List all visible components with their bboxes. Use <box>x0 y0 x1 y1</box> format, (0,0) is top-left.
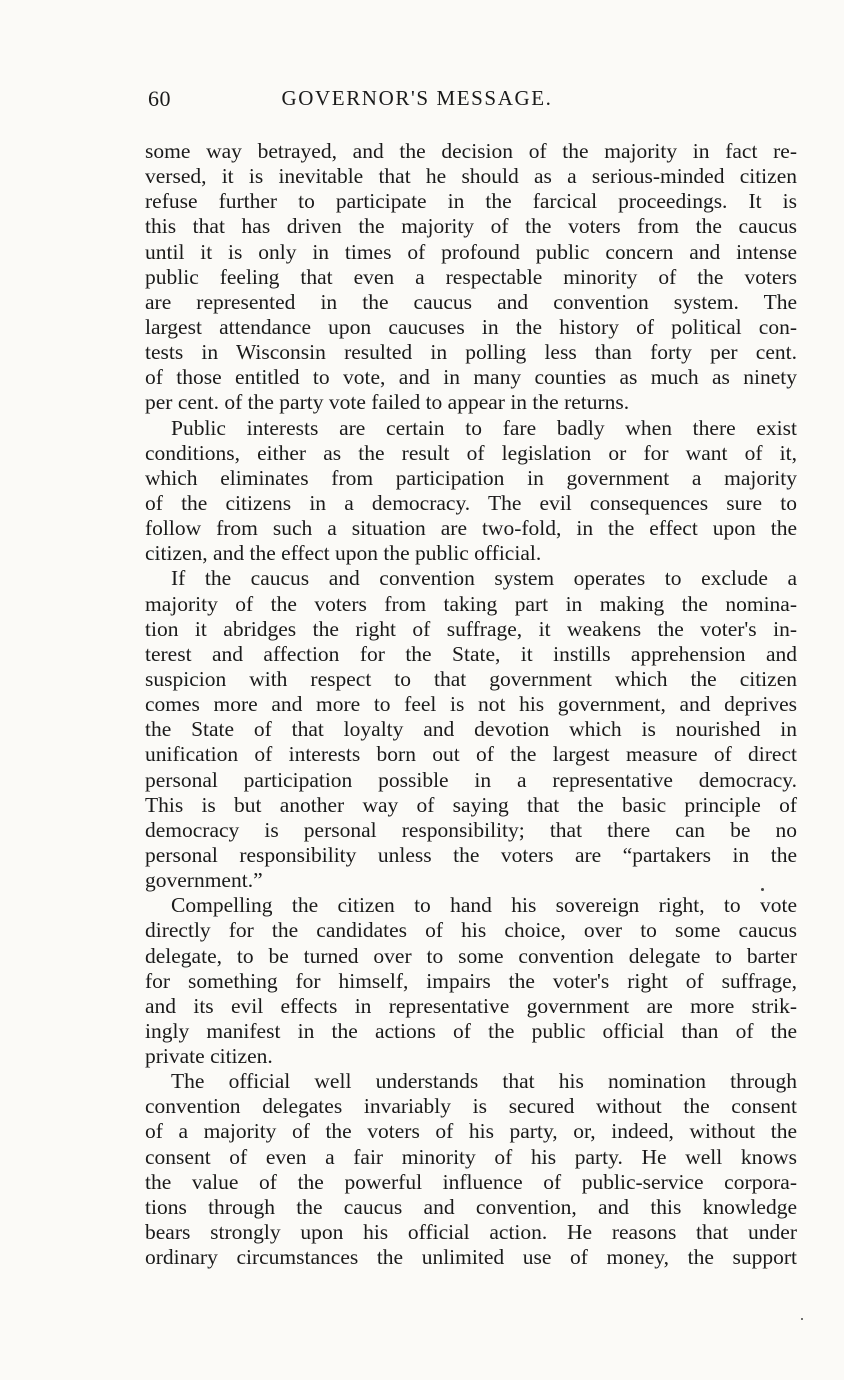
text-line: public feeling that even a respectable minority of the voters <box>145 264 797 289</box>
text-line: the value of the powerful influence of public-service corpora- <box>145 1169 797 1194</box>
text-line: until it is only in times of profound public concern and intense <box>145 239 797 264</box>
text-line: convention delegates invariably is secured without the consent <box>145 1094 797 1119</box>
text-line: and its evil effects in representative government are more strik- <box>145 993 797 1018</box>
page-number: 60 <box>148 86 171 111</box>
paragraph-first-line: The official well understands that his nomination through <box>171 1069 797 1094</box>
text-line: refuse further to participate in the farcical proceedings. It is <box>145 189 797 214</box>
ink-speck <box>801 1318 803 1320</box>
body-text <box>145 139 797 1270</box>
text-line: private citizen. <box>145 1044 273 1069</box>
text-line: government.” <box>145 868 263 893</box>
running-header <box>148 86 646 116</box>
text-line: for something for himself, impairs the voter's right of suffrage, <box>145 968 797 993</box>
text-line: tions through the caucus and convention, and this knowledge <box>145 1194 797 1219</box>
text-line: the State of that loyalty and devotion which is nourished in <box>145 717 797 742</box>
text-line: bears strongly upon his official action. He reasons that under <box>145 1220 797 1245</box>
text-line: of those entitled to vote, and in many counties as much as ninety <box>145 365 797 390</box>
text-line: suspicion with respect to that government which the citizen <box>145 666 797 691</box>
text-line: This is but another way of saying that the basic principle of <box>145 792 797 817</box>
text-line: of a majority of the voters of his party, or, indeed, without the <box>145 1119 797 1144</box>
text-line: citizen, and the effect upon the public official. <box>145 541 542 566</box>
text-line: versed, it is inevitable that he should as a serious-minded citizen <box>145 164 797 189</box>
text-line: largest attendance upon caucuses in the history of political con- <box>145 314 797 339</box>
text-line: tion it abridges the right of suffrage, it weakens the voter's in- <box>145 616 797 641</box>
ink-speck <box>761 888 764 891</box>
text-line: ordinary circumstances the unlimited use of money, the support <box>145 1245 797 1270</box>
text-line: are represented in the caucus and convention system. The <box>145 289 797 314</box>
paragraph-first-line: Public interests are certain to fare badly when there exist <box>171 415 797 440</box>
text-line: delegate, to be turned over to some convention delegate to barter <box>145 943 797 968</box>
text-line: directly for the candidates of his choice, over to some caucus <box>145 918 797 943</box>
running-title: GOVERNOR'S MESSAGE. <box>281 86 553 110</box>
paragraph-first-line: If the caucus and convention system operates to exclude a <box>171 566 797 591</box>
text-line: majority of the voters from taking part in making the nomina- <box>145 591 797 616</box>
text-line: comes more and more to feel is not his government, and deprives <box>145 692 797 717</box>
text-line: per cent. of the party vote failed to appear in the returns. <box>145 390 630 415</box>
text-line: which eliminates from participation in government a majority <box>145 465 797 490</box>
text-line: personal responsibility unless the voters are “partakers in the <box>145 842 797 867</box>
text-line: terest and affection for the State, it instills apprehension and <box>145 641 797 666</box>
text-line: some way betrayed, and the decision of the majority in fact re- <box>145 139 797 163</box>
text-line: ingly manifest in the actions of the public official than of the <box>145 1018 797 1043</box>
text-line: consent of even a fair minority of his party. He well knows <box>145 1144 797 1169</box>
text-line: democracy is personal responsibility; that there can be no <box>145 817 797 842</box>
text-line: of the citizens in a democracy. The evil consequences sure to <box>145 490 797 515</box>
text-line: tests in Wisconsin resulted in polling less than forty per cent. <box>145 340 797 365</box>
text-line: conditions, either as the result of legislation or for want of it, <box>145 440 797 465</box>
text-line: unification of interests born out of the largest measure of direct <box>145 742 797 767</box>
text-line: follow from such a situation are two-fold, in the effect upon the <box>145 516 797 541</box>
paragraph-first-line: Compelling the citizen to hand his sovereign right, to vote <box>171 893 797 918</box>
text-line: this that has driven the majority of the voters from the caucus <box>145 214 797 239</box>
text-line: personal participation possible in a representative democracy. <box>145 767 797 792</box>
